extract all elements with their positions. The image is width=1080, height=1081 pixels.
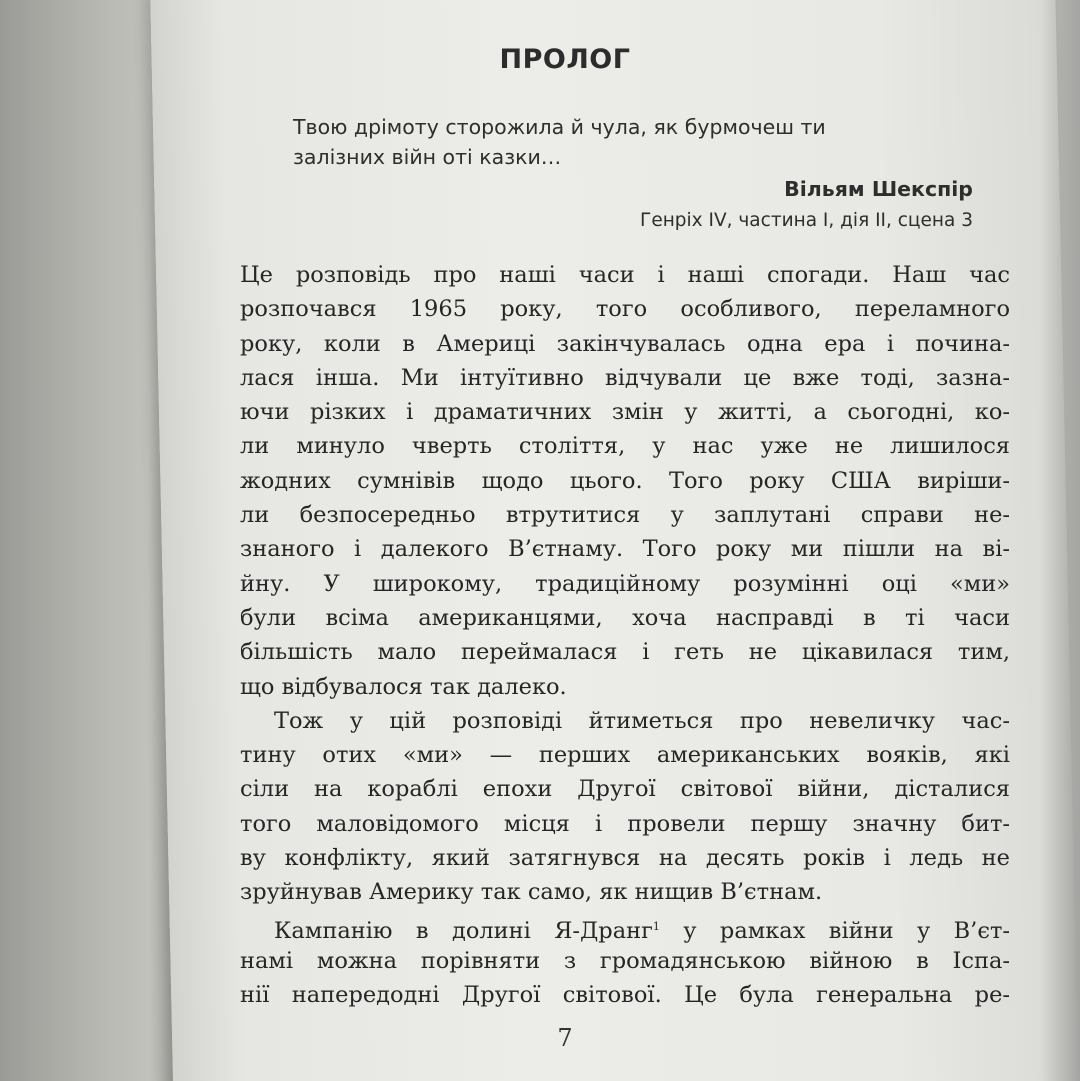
chapter-title: ПРОЛОГ [499,44,631,75]
text-line: лася інша. Ми інтуїтивно відчували це вже тоді, зазна- [240,364,1010,391]
epigraph-source: Генріх IV, частина І, дія ІІ, сцена 3 [640,210,973,231]
text-line: зруйнував Америку так само, як нищив В’єтнам. [240,879,823,906]
text-line: ву конфлікту, який затягнувся на десять років і ледь не [240,845,1010,872]
epigraph-line: залізних війн оті казки… [293,145,562,169]
text-line: того маловідомого місця і провели першу значну бит- [240,810,1010,837]
page-number: 7 [557,1024,573,1052]
text-line: жодних сумнівів щодо цього. Того року США виріши- [240,467,1010,494]
text-line: розпочався 1965 року, того особливого, переламного [240,296,1010,323]
body-text [240,258,1010,1013]
left-page [0,0,175,1081]
text-line: тину отих «ми» — перших американських вояків, які [240,742,1010,769]
epigraph [293,112,973,236]
text-line: намі можна порівняти з громадянською війною в Іспа- [240,947,1010,974]
text-line: були всіма американцями, хоча насправді в ті часи [240,604,1010,631]
text-segment: у рамках війни у В’єт- [659,917,1010,944]
text-line: року, коли в Америці закінчувалась одна ера і почина- [240,330,1010,357]
footnote-marker[interactable]: 1 [652,919,660,933]
text-line: знаного і далекого В’єтнаму. Того року ми пішли на ві- [240,536,1010,563]
text-line: Це розповідь про наші часи і наші спогади. Наш час [240,262,1010,288]
text-line-with-footnote [240,910,1010,944]
text-line: сіли на кораблі епохи Другої світової війни, дісталися [240,776,1010,803]
text-line: ли безпосередньо втрутитися у заплутані справи не- [240,502,1010,529]
page-content [150,0,1055,1081]
text-segment: Кампанію в долині Я-Дранг [274,917,653,944]
text-line: більшість мало переймалася і геть не цікавилася тим, [240,639,1010,666]
epigraph-author: Вільям Шекспір [784,177,973,201]
epigraph-line: Твою дрімоту сторожила й чула, як бурмочеш ти [293,115,826,139]
text-line: ли минуло чверть століття, у нас уже не лишилося [240,433,1010,460]
text-line: йну. У широкому, традиційному розумінні оці «ми» [240,570,1010,597]
text-line: нії напередодні Другої світової. Це була генеральна ре- [240,982,1010,1009]
text-line: що відбувалося так далеко. [240,673,567,700]
text-line: Тож у цій розповіді йтиметься про невеличку час- [274,707,1010,734]
text-line: ючи різких і драматичних змін у житті, а сьогодні, ко- [240,399,1010,426]
